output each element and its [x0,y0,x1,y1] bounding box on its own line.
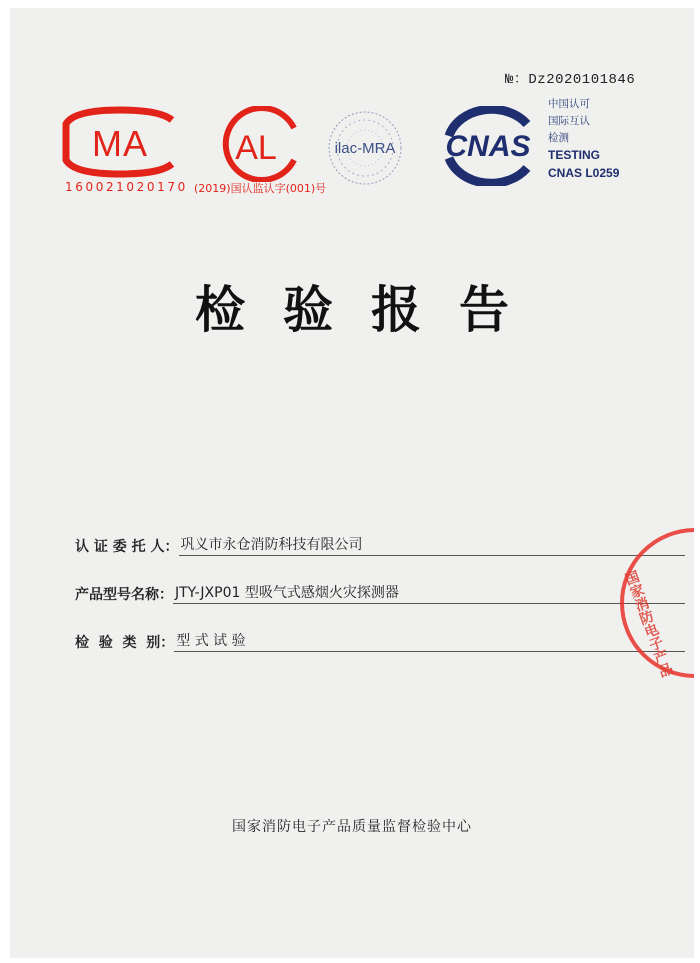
ilac-mra-logo [320,108,410,188]
cnas-logo [435,106,545,186]
field-value: 型 式 试 验 [174,630,685,652]
cnas-caption [548,96,619,183]
cnas-line: 国际互认 [548,115,590,127]
cnas-code: CNAS L0259 [548,166,620,180]
document-page [10,8,694,958]
field-label: 认 证 委 托 人： [75,539,179,555]
cma-logo [60,106,182,178]
page-title: 检验报告 [195,280,547,339]
stamp-text: 国家消防电子产品 [621,568,675,680]
cal-number: (2019)国认监认字(001)号 [194,182,327,195]
svg-text:AL: AL [235,129,277,167]
svg-text:CNAS: CNAS [445,130,531,163]
svg-text:ilac-MRA: ilac-MRA [334,140,396,157]
cnas-testing: TESTING [548,148,601,162]
field-inspection-type [75,630,685,652]
issuing-organization: 国家消防电子产品质量监督检验中心 [232,819,472,835]
field-value: JTY-JXP01 型吸气式感烟火灾探测器 [173,582,685,604]
field-label: 产品型号名称： [75,587,173,603]
cal-logo [210,106,302,182]
report-number: №：Dz2020101846 [505,72,636,88]
field-label: 检 验 类 别： [75,635,175,651]
svg-text:MA: MA [92,123,148,164]
field-value: 巩义市永仓消防科技有限公司 [179,534,686,556]
cnas-line: 中国认可 [548,98,590,110]
field-client [75,534,685,556]
field-product [75,582,685,604]
cnas-line: 检测 [548,132,569,144]
cma-number: 160021020170 [65,180,188,194]
